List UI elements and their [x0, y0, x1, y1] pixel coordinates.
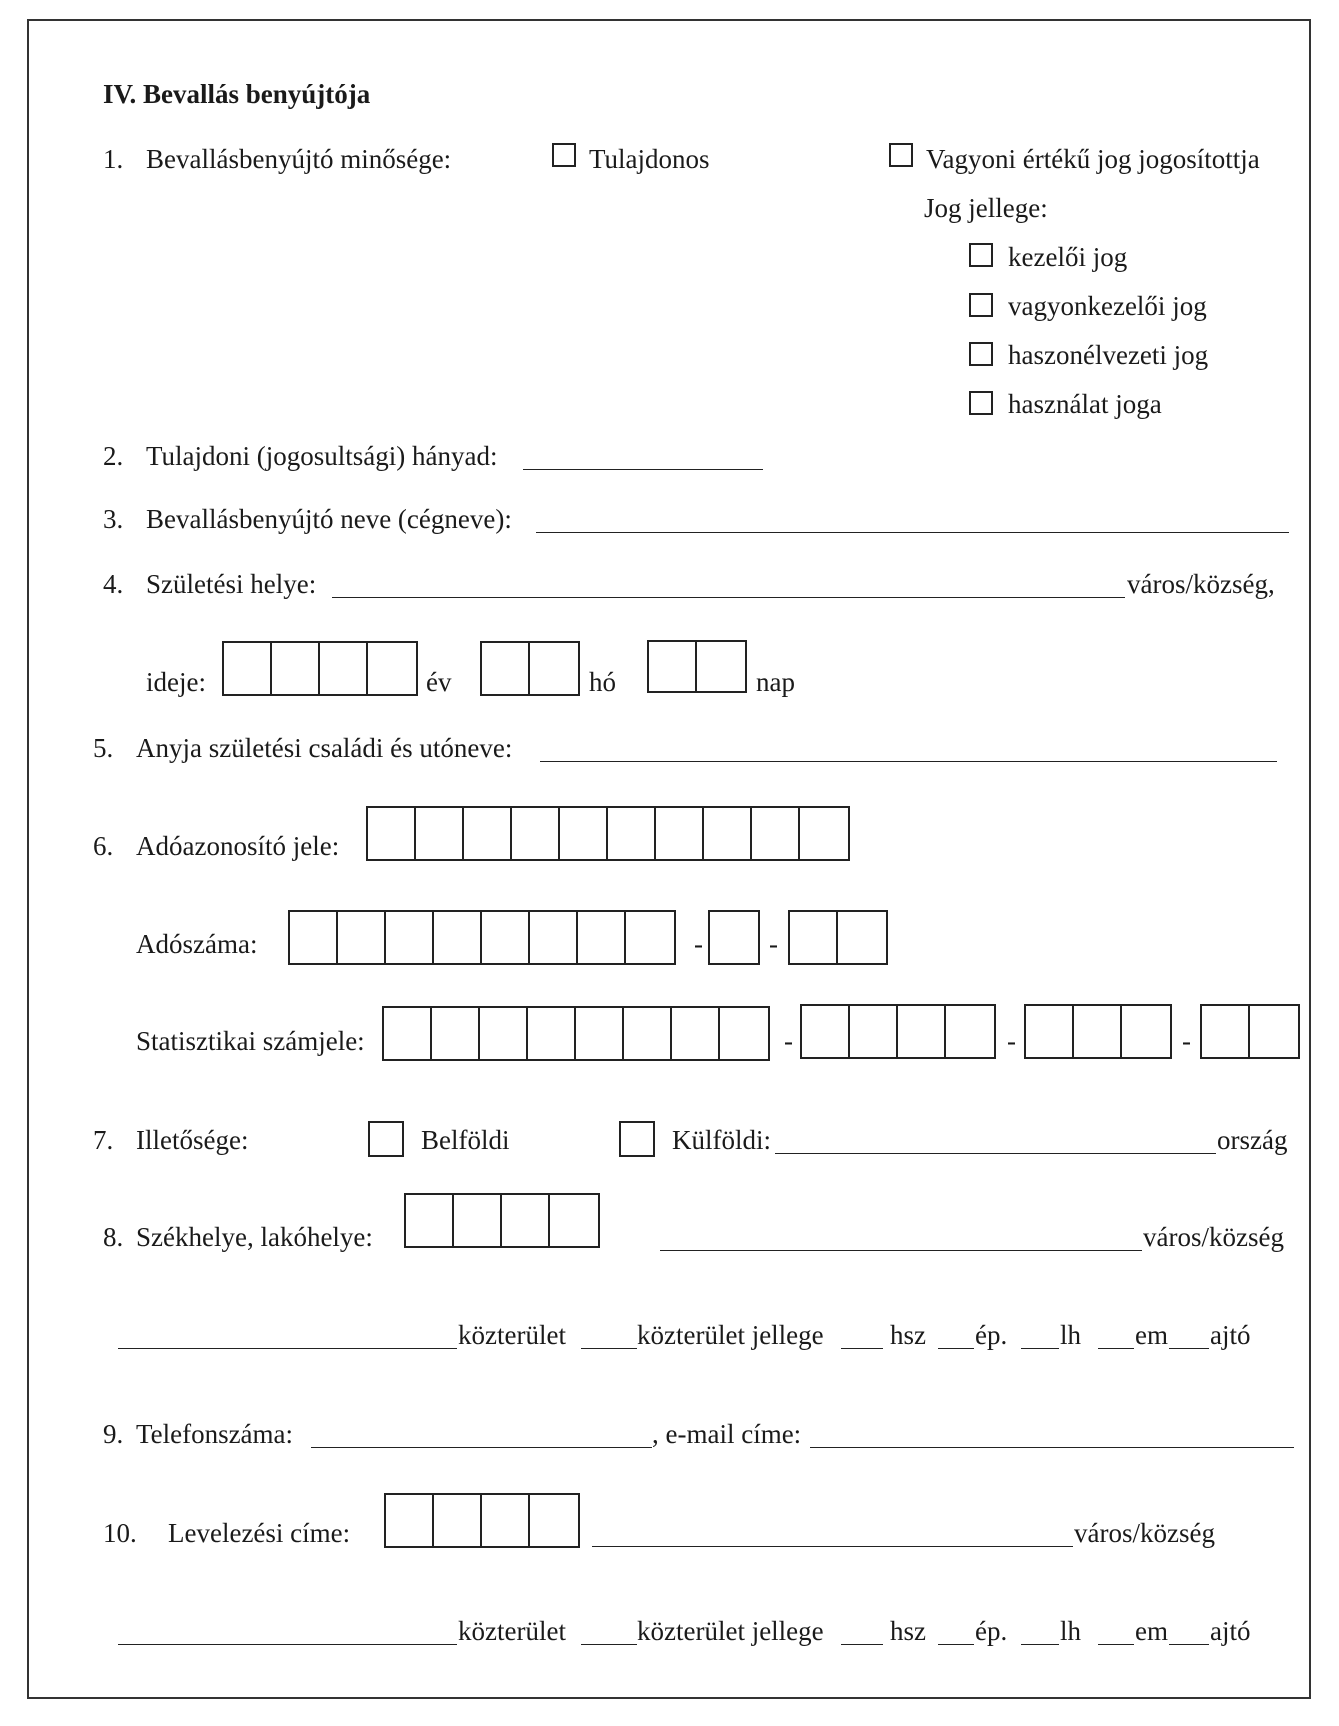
- item10-label: Levelezési címe:: [168, 1518, 351, 1548]
- owner-option-label: Tulajdonos: [589, 144, 710, 174]
- mail-hsz-field[interactable]: [841, 1644, 883, 1645]
- item4-label: Születési helye:: [146, 569, 317, 599]
- item6-number: 6.: [93, 831, 114, 861]
- stat-number-part1-boxes[interactable]: [382, 1006, 770, 1061]
- share-field[interactable]: [523, 469, 763, 470]
- mail-door-field[interactable]: [1169, 1644, 1209, 1645]
- mail-street-label: közterület: [458, 1616, 566, 1646]
- tax-number-label: Adószáma:: [136, 929, 258, 959]
- stat-number-part2-boxes[interactable]: [800, 1004, 996, 1059]
- birth-month-boxes[interactable]: [480, 641, 580, 696]
- item6-label: Adóazonosító jele:: [136, 831, 340, 861]
- tax-number-dash-2: -: [769, 929, 778, 959]
- stat-number-dash-2: -: [1007, 1026, 1016, 1056]
- item9-label: Telefonszáma:: [136, 1419, 294, 1449]
- mail-floor-label: em: [1135, 1616, 1168, 1646]
- foreign-country-field[interactable]: [775, 1153, 1216, 1154]
- domestic-label: Belföldi: [421, 1125, 510, 1155]
- management-right-label: kezelői jog: [1008, 242, 1128, 272]
- seat-floor-label: em: [1135, 1320, 1168, 1350]
- seat-city-suffix: város/község: [1143, 1222, 1284, 1252]
- item9-number: 9.: [103, 1419, 124, 1449]
- day-label: nap: [756, 667, 795, 697]
- seat-building-field[interactable]: [938, 1348, 974, 1349]
- right-holder-option-label: Vagyoni értékű jog jogosítottja: [926, 144, 1260, 174]
- email-field[interactable]: [810, 1447, 1294, 1448]
- mail-street-type-field[interactable]: [581, 1644, 637, 1645]
- seat-staircase-field[interactable]: [1021, 1348, 1059, 1349]
- mother-name-field[interactable]: [540, 761, 1277, 762]
- mail-building-field[interactable]: [938, 1644, 974, 1645]
- seat-street-field[interactable]: [118, 1348, 457, 1349]
- item2-label: Tulajdoni (jogosultsági) hányad:: [146, 441, 498, 471]
- name-field[interactable]: [536, 532, 1289, 533]
- asset-management-right-label: vagyonkezelői jog: [1008, 291, 1207, 321]
- birthdate-label: ideje:: [146, 667, 206, 697]
- mail-floor-field[interactable]: [1098, 1644, 1134, 1645]
- item5-label: Anyja születési családi és utóneve:: [136, 733, 513, 763]
- mail-city-suffix: város/község: [1074, 1518, 1215, 1548]
- item1-label: Bevallásbenyújtó minősége:: [146, 144, 452, 174]
- stat-number-part3-boxes[interactable]: [1024, 1004, 1172, 1059]
- seat-door-label: ajtó: [1210, 1320, 1251, 1350]
- seat-floor-field[interactable]: [1098, 1348, 1134, 1349]
- seat-staircase-label: lh: [1060, 1320, 1082, 1350]
- item3-number: 3.: [103, 504, 124, 534]
- right-type-label: Jog jellege:: [924, 193, 1048, 223]
- seat-building-label: ép.: [975, 1320, 1008, 1350]
- section-title: IV. Bevallás benyújtója: [103, 79, 371, 109]
- tax-number-vat-box[interactable]: [708, 910, 760, 965]
- item2-number: 2.: [103, 441, 124, 471]
- usage-right-checkbox[interactable]: [969, 391, 993, 415]
- country-suffix: ország: [1217, 1125, 1288, 1155]
- birth-year-boxes[interactable]: [222, 641, 418, 696]
- usufruct-right-label: haszonélvezeti jog: [1008, 340, 1209, 370]
- email-label: , e-mail címe:: [652, 1419, 802, 1449]
- item1-number: 1.: [103, 144, 124, 174]
- mail-street-field[interactable]: [118, 1644, 457, 1645]
- seat-postcode-boxes[interactable]: [404, 1193, 600, 1248]
- foreign-label: Külföldi:: [672, 1125, 771, 1155]
- usufruct-right-checkbox[interactable]: [969, 342, 993, 366]
- stat-number-part4-boxes[interactable]: [1200, 1004, 1300, 1059]
- seat-street-type-field[interactable]: [581, 1348, 637, 1349]
- item4-number: 4.: [103, 569, 124, 599]
- seat-hsz-field[interactable]: [841, 1348, 883, 1349]
- birthplace-suffix: város/község,: [1127, 569, 1275, 599]
- mail-street-type-label: közterület jellege: [637, 1616, 824, 1646]
- right-holder-checkbox[interactable]: [889, 143, 913, 167]
- mail-staircase-label: lh: [1060, 1616, 1082, 1646]
- item8-label: Székhelye, lakóhelye:: [136, 1222, 373, 1252]
- usage-right-label: használat joga: [1008, 389, 1162, 419]
- seat-door-field[interactable]: [1169, 1348, 1209, 1349]
- phone-field[interactable]: [311, 1447, 652, 1448]
- stat-number-label: Statisztikai számjele:: [136, 1026, 365, 1056]
- mail-hsz-label: hsz: [890, 1616, 926, 1646]
- domestic-checkbox[interactable]: [368, 1121, 404, 1157]
- tax-number-dash-1: -: [694, 929, 703, 959]
- birth-day-boxes[interactable]: [647, 640, 747, 693]
- management-right-checkbox[interactable]: [969, 243, 993, 267]
- month-label: hó: [589, 667, 616, 697]
- seat-hsz-label: hsz: [890, 1320, 926, 1350]
- owner-checkbox[interactable]: [552, 143, 576, 167]
- seat-street-label: közterület: [458, 1320, 566, 1350]
- mail-building-label: ép.: [975, 1616, 1008, 1646]
- year-label: év: [426, 667, 452, 697]
- mail-staircase-field[interactable]: [1021, 1644, 1059, 1645]
- item8-number: 8.: [103, 1222, 124, 1252]
- tax-number-county-boxes[interactable]: [788, 910, 888, 965]
- mail-door-label: ajtó: [1210, 1616, 1251, 1646]
- birthplace-field[interactable]: [332, 597, 1125, 598]
- stat-number-dash-1: -: [784, 1026, 793, 1056]
- item3-label: Bevallásbenyújtó neve (cégneve):: [146, 504, 512, 534]
- tax-number-main-boxes[interactable]: [288, 910, 676, 965]
- seat-street-type-label: közterület jellege: [637, 1320, 824, 1350]
- item10-number: 10.: [103, 1518, 137, 1548]
- asset-management-right-checkbox[interactable]: [969, 293, 993, 317]
- item7-number: 7.: [93, 1125, 114, 1155]
- mail-city-field[interactable]: [592, 1546, 1073, 1547]
- tax-id-boxes[interactable]: [366, 806, 850, 861]
- stat-number-dash-3: -: [1182, 1026, 1191, 1056]
- item5-number: 5.: [93, 733, 114, 763]
- foreign-checkbox[interactable]: [619, 1121, 655, 1157]
- mail-postcode-boxes[interactable]: [384, 1493, 580, 1548]
- item7-label: Illetősége:: [136, 1125, 249, 1155]
- seat-city-field[interactable]: [660, 1250, 1142, 1251]
